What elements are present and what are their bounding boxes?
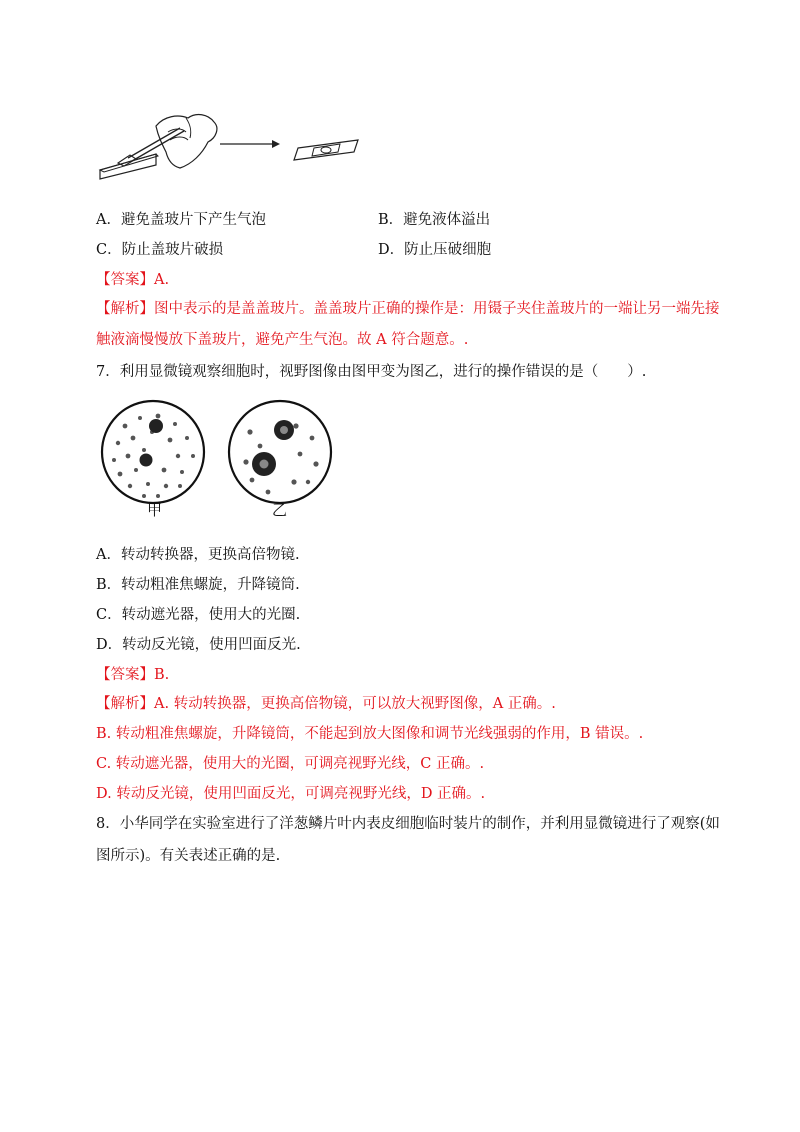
figure-label-yi: 乙: [272, 501, 288, 519]
q7-analysis-c: C. 转动遮光器，使用大的光圈，可调亮视野光线，C 正确。.: [96, 756, 485, 772]
answer-tag: 【答案】: [96, 667, 154, 683]
q7-analysis-d: D. 转动反光镜，使用凹面反光，可调亮视野光线，D 正确。.: [96, 786, 486, 802]
q8-stem-line1: 8．小华同学在实验室进行了洋葱鳞片叶内表皮细胞临时装片的制作，并利用显微镜进行了观察(如: [96, 816, 720, 832]
q7-option-d: D．转动反光镜，使用凹面反光.: [96, 637, 301, 653]
q8-stem-line2: 图所示)。有关表述正确的是.: [96, 848, 281, 864]
q7-stem: 7．利用显微镜观察细胞时，视野图像由图甲变为图乙，进行的操作错误的是（ ）.: [96, 364, 647, 380]
answer-tag: 【答案】: [96, 272, 154, 288]
q7-option-a: A．转动转换器，更换高倍物镜.: [96, 547, 300, 563]
figure-label-jia: 甲: [147, 501, 163, 519]
analysis-text: 图中表示的是盖盖玻片。盖盖玻片正确的操作是：用镊子夹住盖玻片的一端让另一端先接: [154, 301, 720, 317]
q7-option-c: C．转动遮光器，使用大的光圈.: [96, 607, 301, 623]
analysis-tag: 【解析】: [96, 301, 154, 317]
q7-analysis-a: [96, 694, 556, 714]
q7-analysis-b: B. 转动粗准焦螺旋，升降镜筒，不能起到放大图像和调节光线强弱的作用，B 错误。.: [96, 726, 644, 742]
q6-option-b: B．避免液体溢出: [378, 212, 491, 228]
answer-value: A.: [154, 272, 170, 288]
q6-analysis-line2: 触液滴慢慢放下盖玻片，避免产生气泡。故 A 符合题意。.: [96, 332, 469, 348]
coverslip-operation-figure: [96, 108, 376, 188]
analysis-tag: 【解析】: [96, 696, 154, 712]
q7-answer: [96, 665, 169, 685]
q6-answer: [96, 270, 169, 290]
q6-option-d: D．防止压破细胞: [378, 242, 492, 258]
q6-option-a: A．避免盖玻片下产生气泡: [96, 212, 266, 228]
microscope-field-figure: [100, 398, 340, 522]
analysis-text: A. 转动转换器，更换高倍物镜，可以放大视野图像，A 正确。.: [154, 696, 556, 712]
q7-option-b: B．转动粗准焦螺旋，升降镜筒.: [96, 577, 300, 593]
answer-value: B.: [154, 667, 170, 683]
q6-option-c: C．防止盖玻片破损: [96, 242, 224, 258]
q6-analysis-line1: [96, 299, 720, 319]
